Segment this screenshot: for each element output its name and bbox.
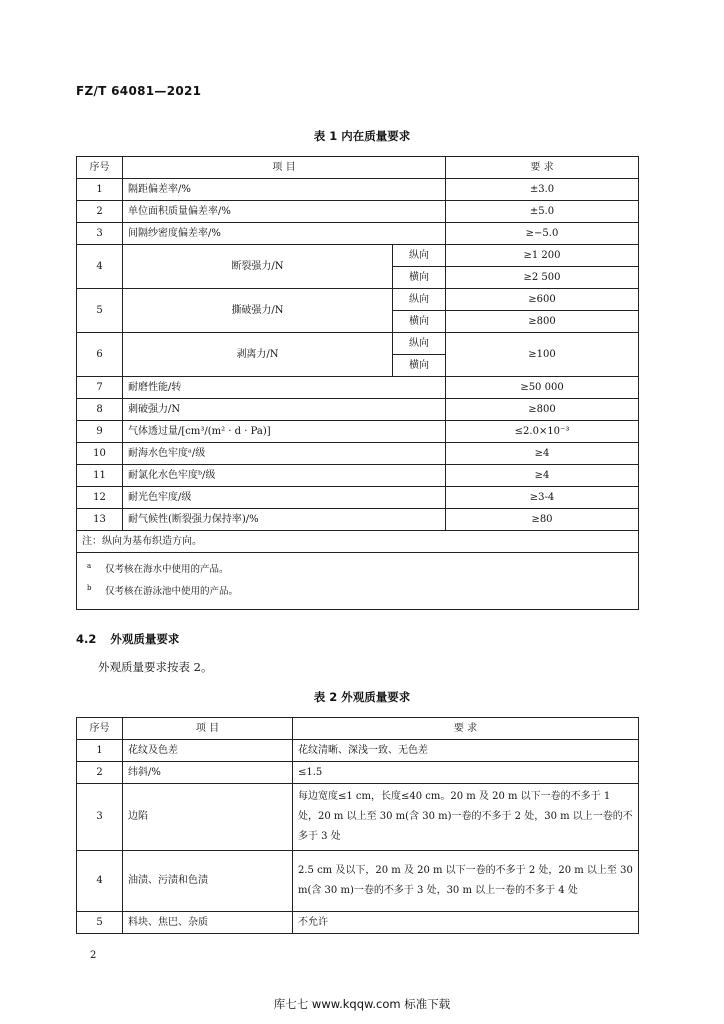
table-row <box>77 179 639 201</box>
row-req: 每边宽度≤1 cm，长度≤40 cm。20 m 及 20 m 以下一卷的不多于 1 处，20 m 以上至 30 m(含 30 m)一卷的不多于 2 处，30 m 以上一卷的不多于 3 处 <box>293 784 639 851</box>
footnote-text: 仅考核在游泳池中使用的产品。 <box>105 586 239 597</box>
row-no: 4 <box>77 245 123 289</box>
table1-header-row <box>77 157 639 179</box>
row-no: 1 <box>77 740 123 762</box>
row-item: 单位面积质量偏差率/% <box>123 201 446 223</box>
row-req: ≥600 <box>446 289 639 311</box>
row-no: 2 <box>77 762 123 784</box>
table1-note: 注：纵向为基布织造方向。 <box>77 531 639 553</box>
table2-header-item: 项 目 <box>123 718 293 740</box>
row-no: 3 <box>77 784 123 851</box>
row-no: 2 <box>77 201 123 223</box>
row-no: 6 <box>77 333 123 377</box>
row-direction: 横向 <box>393 355 446 377</box>
row-req: 花纹清晰、深浅一致、无色差 <box>293 740 639 762</box>
row-direction: 纵向 <box>393 333 446 355</box>
row-direction: 横向 <box>393 311 446 333</box>
table2-caption: 表 2 外观质量要求 <box>313 690 411 704</box>
table1-footnotes-row <box>77 553 639 610</box>
row-req: ≥4 <box>446 443 639 465</box>
row-no: 12 <box>77 487 123 509</box>
table-row <box>77 443 639 465</box>
table-row <box>77 487 639 509</box>
row-no: 3 <box>77 223 123 245</box>
table-row <box>77 421 639 443</box>
row-req: 不允许 <box>293 912 639 934</box>
footnote <box>87 559 628 581</box>
table-row <box>77 377 639 399</box>
table-row <box>77 333 639 355</box>
row-no: 11 <box>77 465 123 487</box>
row-req: ≥−5.0 <box>446 223 639 245</box>
row-direction: 横向 <box>393 267 446 289</box>
row-no: 8 <box>77 399 123 421</box>
row-item: 耐气候性(断裂强力保持率)/% <box>123 509 446 531</box>
table2 <box>76 717 639 934</box>
table-row <box>77 223 639 245</box>
table-row <box>77 740 639 762</box>
table-row <box>77 201 639 223</box>
table-row <box>77 851 639 912</box>
row-item: 耐海水色牢度ᵃ/级 <box>123 443 446 465</box>
table1-note-row <box>77 531 639 553</box>
table1-footnotes <box>77 553 639 610</box>
page-number: 2 <box>90 950 97 961</box>
row-req: ≥100 <box>446 333 639 377</box>
row-no: 9 <box>77 421 123 443</box>
table1-header-item: 项 目 <box>123 157 446 179</box>
table1 <box>76 156 639 610</box>
row-item: 耐磨性能/转 <box>123 377 446 399</box>
row-no: 1 <box>77 179 123 201</box>
row-no: 10 <box>77 443 123 465</box>
row-no: 7 <box>77 377 123 399</box>
table-row <box>77 289 639 311</box>
footer-watermark: 库七七 www.kqqw.com 标准下载 <box>273 997 451 1011</box>
row-req: ≥800 <box>446 311 639 333</box>
row-item: 油渍、污渍和色渍 <box>123 851 293 912</box>
section-paragraph: 外观质量要求按表 2。 <box>98 660 213 674</box>
table-row <box>77 784 639 851</box>
table1-header-req: 要 求 <box>446 157 639 179</box>
table1-header-no: 序号 <box>77 157 123 179</box>
row-no: 5 <box>77 912 123 934</box>
row-item: 耐光色牢度/级 <box>123 487 446 509</box>
row-item: 剥离力/N <box>123 333 393 377</box>
row-item: 耐氯化水色牢度ᵇ/级 <box>123 465 446 487</box>
table2-header-no: 序号 <box>77 718 123 740</box>
row-item: 隔距偏差率/% <box>123 179 446 201</box>
section-title: 外观质量要求 <box>110 632 180 646</box>
row-item: 花纹及色差 <box>123 740 293 762</box>
row-req: ≤2.0×10⁻³ <box>446 421 639 443</box>
row-direction: 纵向 <box>393 245 446 267</box>
footnote <box>87 581 628 603</box>
section-heading <box>76 631 179 647</box>
table-row <box>77 399 639 421</box>
row-req: ≤1.5 <box>293 762 639 784</box>
row-item: 纬斜/% <box>123 762 293 784</box>
row-item: 气体透过量/[cm³/(m² · d · Pa)] <box>123 421 446 443</box>
table-row <box>77 912 639 934</box>
row-item: 撕破强力/N <box>123 289 393 333</box>
row-req: 2.5 cm 及以下，20 m 及 20 m 以下一卷的不多于 2 处，20 m 以上至 30 m(含 30 m)一卷的不多于 3 处，30 m 以上一卷的不多于 4 处 <box>293 851 639 912</box>
row-req: ≥80 <box>446 509 639 531</box>
table-row <box>77 465 639 487</box>
row-item: 料块、焦巴、杂质 <box>123 912 293 934</box>
row-req: ±3.0 <box>446 179 639 201</box>
table-row <box>77 509 639 531</box>
footnote-mark: a <box>87 562 92 570</box>
footnote-mark: b <box>87 584 92 592</box>
row-item: 间隔纱密度偏差率/% <box>123 223 446 245</box>
table2-header-req: 要 求 <box>293 718 639 740</box>
table2-header-row <box>77 718 639 740</box>
row-req: ≥4 <box>446 465 639 487</box>
row-item: 边陷 <box>123 784 293 851</box>
row-no: 4 <box>77 851 123 912</box>
row-req: ≥2 500 <box>446 267 639 289</box>
footnote-text: 仅考核在海水中使用的产品。 <box>105 564 229 575</box>
table1-caption: 表 1 内在质量要求 <box>313 129 411 143</box>
row-item: 断裂强力/N <box>123 245 393 289</box>
table-row <box>77 245 639 267</box>
table-row <box>77 762 639 784</box>
row-req: ±5.0 <box>446 201 639 223</box>
section-number: 4.2 <box>76 632 97 646</box>
row-req: ≥800 <box>446 399 639 421</box>
row-no: 5 <box>77 289 123 333</box>
row-req: ≥1 200 <box>446 245 639 267</box>
row-req: ≥3-4 <box>446 487 639 509</box>
row-item: 刺破强力/N <box>123 399 446 421</box>
standard-code: FZ/T 64081—2021 <box>76 84 202 98</box>
row-direction: 纵向 <box>393 289 446 311</box>
row-req: ≥50 000 <box>446 377 639 399</box>
row-no: 13 <box>77 509 123 531</box>
